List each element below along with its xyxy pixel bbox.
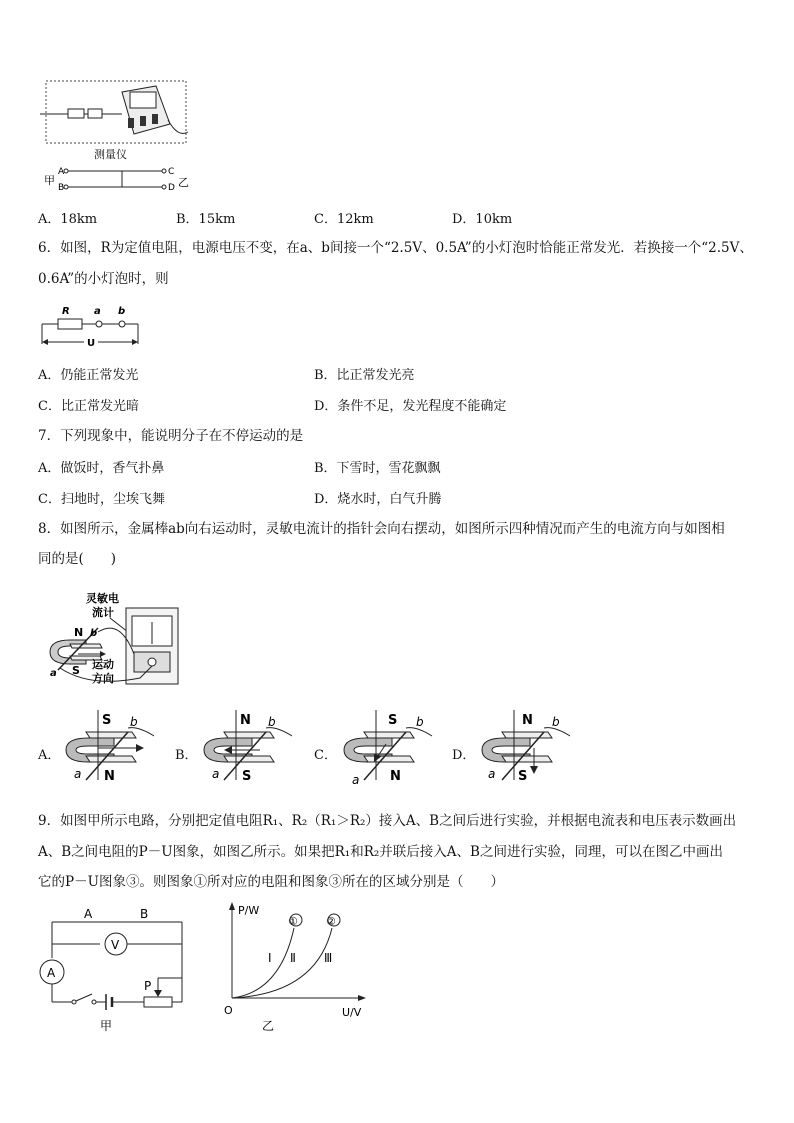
q6-stem-line2: 0.6A”的小灯泡时，则	[38, 271, 169, 287]
q5-option-c: C．12km	[314, 212, 374, 227]
q7-option-d: D．烧水时，白气升腾	[314, 492, 442, 507]
q7-stem: 7．下列现象中，能说明分子在不停运动的是	[38, 428, 304, 444]
svg-text:C: C	[168, 167, 175, 177]
svg-text:S: S	[102, 713, 112, 728]
svg-text:a: a	[352, 773, 360, 787]
q5-device-label: 测量仪	[94, 148, 127, 161]
svg-text:N: N	[522, 713, 533, 728]
svg-text:①: ①	[288, 915, 298, 928]
svg-text:甲: 甲	[100, 1019, 113, 1033]
svg-text:N: N	[390, 769, 401, 784]
q6-option-c: C．比正常发光暗	[38, 399, 139, 414]
svg-text:b: b	[268, 715, 276, 729]
q6-option-a: A．仍能正常发光	[38, 368, 139, 383]
q8-option-b-letter: B．	[175, 748, 198, 763]
q5-figure	[38, 78, 198, 198]
q9-circuit-figure	[36, 906, 186, 1036]
svg-text:A: A	[84, 907, 93, 921]
svg-text:方向: 方向	[92, 672, 114, 685]
svg-text:运动: 运动	[92, 658, 114, 671]
svg-text:甲: 甲	[44, 174, 55, 187]
q7-option-a: A．做饭时，香气扑鼻	[38, 461, 165, 476]
q6-option-b: B．比正常发光亮	[314, 368, 415, 383]
svg-text:U/V: U/V	[342, 1006, 362, 1019]
svg-text:b: b	[416, 715, 424, 729]
svg-text:b: b	[130, 715, 138, 729]
svg-text:P/W: P/W	[238, 904, 260, 917]
q8-main-figure	[40, 588, 200, 690]
svg-text:S: S	[518, 769, 528, 784]
svg-text:R: R	[62, 306, 70, 317]
svg-text:A: A	[47, 966, 56, 980]
svg-text:乙: 乙	[262, 1019, 275, 1033]
q6-option-d: D．条件不足，发光程度不能确定	[314, 399, 507, 414]
svg-text:B: B	[58, 183, 65, 193]
svg-text:P: P	[144, 979, 152, 993]
svg-text:b: b	[552, 715, 560, 729]
svg-text:Ⅰ: Ⅰ	[268, 951, 272, 965]
svg-text:b: b	[90, 628, 98, 639]
q9-stem-line1: 9．如图甲所示电路，分别把定值电阻R₁、R₂（R₁＞R₂）接入A、B之间后进行实验，并根据电流表和电压表示数画出	[38, 813, 737, 829]
svg-text:②: ②	[326, 915, 336, 928]
svg-text:Ⅲ: Ⅲ	[324, 951, 333, 965]
q8-option-c-figure	[336, 708, 436, 788]
q8-option-a-figure	[58, 708, 158, 788]
q8-stem-line1: 8．如图所示，金属棒ab向右运动时，灵敏电流计的指针会向右摆动，如图所示四种情况而产生的电流方向与如图相	[38, 521, 725, 537]
svg-text:a: a	[488, 767, 496, 781]
q7-option-b: B．下雪时，雪花飘飘	[314, 461, 441, 476]
svg-text:Ⅱ: Ⅱ	[290, 951, 296, 965]
svg-text:S: S	[72, 664, 80, 677]
svg-text:U: U	[87, 338, 96, 349]
q5-option-d: D．10km	[452, 212, 513, 227]
q9-stem-line2: A、B之间电阻的P－U图象，如图乙所示。如果把R₁和R₂并联后接入A、B之间进行实验，同理，可以在图乙中画出	[38, 844, 723, 860]
svg-text:乙: 乙	[178, 176, 189, 189]
svg-text:N: N	[74, 626, 84, 639]
svg-text:a: a	[74, 767, 82, 781]
svg-text:b: b	[118, 306, 126, 317]
q6-circuit	[38, 300, 148, 352]
svg-text:a: a	[94, 306, 101, 317]
svg-text:a: a	[50, 668, 57, 679]
q8-stem-line2: 同的是( )	[38, 551, 117, 567]
q8-option-c-letter: C．	[314, 748, 337, 763]
q8-option-b-figure	[196, 708, 296, 788]
svg-text:流计: 流计	[92, 606, 114, 619]
svg-text:灵敏电: 灵敏电	[86, 592, 119, 605]
svg-text:O: O	[224, 1004, 233, 1017]
q7-option-c: C．扫地时，尘埃飞舞	[38, 492, 165, 507]
q8-option-d-letter: D．	[452, 748, 476, 763]
svg-text:S: S	[388, 713, 398, 728]
svg-text:a: a	[212, 767, 220, 781]
svg-text:S: S	[242, 769, 252, 784]
q5-option-b: B．15km	[176, 212, 236, 227]
svg-text:D: D	[168, 183, 175, 193]
q6-stem-line1: 6．如图，R为定值电阻，电源电压不变，在a、b间接一个“2.5V、0.5A”的小灯泡时恰能正常发光．若换接一个“2.5V、	[38, 240, 753, 256]
q9-pu-graph	[222, 900, 372, 1038]
svg-text:N: N	[104, 769, 115, 784]
svg-text:V: V	[111, 938, 120, 952]
q8-option-d-figure	[474, 708, 574, 788]
svg-text:B: B	[140, 907, 149, 921]
q5-option-a: A．18km	[38, 212, 98, 227]
svg-text:A: A	[58, 167, 65, 177]
q9-stem-line3: 它的P－U图象③。则图象①所对应的电阻和图象③所在的区域分别是（ ）	[38, 874, 504, 890]
q8-option-a-letter: A．	[38, 748, 61, 763]
svg-text:N: N	[240, 713, 251, 728]
